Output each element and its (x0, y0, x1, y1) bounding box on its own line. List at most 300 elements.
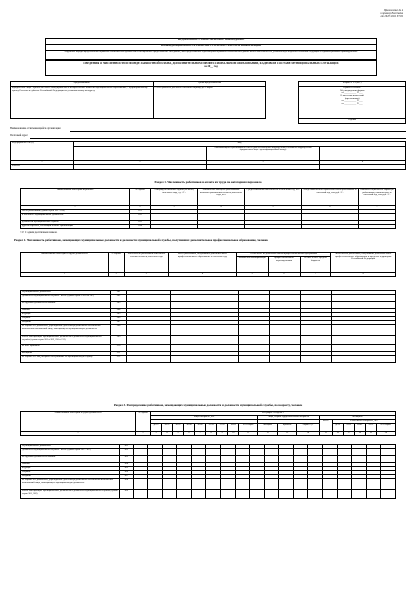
row-code: 206 (110, 317, 126, 321)
cell-input[interactable] (323, 479, 338, 490)
cell-input[interactable] (269, 295, 300, 302)
s3-age-13: до 30 (332, 424, 343, 432)
cell-input[interactable] (331, 356, 395, 363)
cell-input[interactable] (337, 456, 352, 463)
cell-input[interactable] (235, 449, 250, 456)
submission-table (10, 81, 406, 124)
s2-num-2: 2 (108, 273, 124, 277)
cell-input[interactable] (133, 449, 148, 456)
row-code: 203 (110, 302, 126, 309)
cell-input[interactable] (127, 345, 171, 352)
cell-input[interactable] (308, 490, 323, 499)
section3-title: Раздел 3. Распределение работников, замещающих муниципальные должности и должности муниципальной службы, по возрасту, человек (113, 403, 303, 407)
s2-num-4: 4 (168, 273, 236, 277)
cell-input[interactable] (269, 345, 300, 352)
s3-num-3: 3 (151, 432, 162, 436)
report-period: за 20__ год (204, 65, 218, 69)
codes-num-2: 2 (74, 161, 207, 165)
cell-input[interactable] (162, 479, 177, 490)
row-label: младшие (21, 475, 120, 479)
s1-num-3: 3 (151, 206, 198, 210)
cell-input[interactable] (206, 490, 221, 499)
s1-head-6: Выплаты социального характера работникам, начисленные за отчетный год, тыс руб <1> (359, 189, 396, 206)
cell-input[interactable] (148, 449, 163, 456)
cell-input[interactable] (127, 302, 171, 309)
cell-input[interactable] (293, 456, 308, 463)
row-code: 202 (110, 295, 126, 302)
s2-num-5: 5 (237, 273, 269, 277)
cell-input[interactable] (264, 479, 279, 490)
s3-num-7: 7 (195, 432, 206, 436)
cell-input[interactable] (293, 490, 308, 499)
section2-table (20, 252, 396, 277)
cell-input[interactable] (323, 456, 338, 463)
s3-head-women-age: в том числе в возрасте, лет (332, 420, 395, 424)
cell-input[interactable] (151, 214, 198, 221)
cell-input[interactable] (235, 456, 250, 463)
row-label: другой персонал, состоящий в штате организации (21, 225, 130, 229)
row-label: Муниципальные должности (21, 445, 120, 449)
order-line3: от __________ N ___ (341, 91, 363, 95)
annual-label: Годовая (299, 119, 406, 124)
row-code: 103 (130, 221, 151, 225)
cell-input[interactable] (221, 449, 236, 456)
section1-footnote: <1> С одним десятичным знаком. (20, 231, 58, 234)
cell-input[interactable] (366, 490, 381, 499)
cell-input[interactable] (279, 479, 294, 490)
cell-input[interactable] (170, 302, 238, 309)
s1-num-4: 4 (198, 206, 245, 210)
s3-age-15: 40-49 (354, 424, 365, 432)
s3-num-1: 1 (21, 432, 136, 436)
s3-num-5: 5 (172, 432, 183, 436)
row-label: по группам должностей: высшие (21, 302, 111, 309)
section3-table (20, 411, 396, 436)
cell-input[interactable] (177, 479, 192, 490)
section3-body (20, 444, 396, 499)
row-label: Должности муниципальной службы - всего (сумма строк 303 - 307) (21, 449, 120, 456)
row-label: из них: мужчины (21, 345, 111, 352)
cell-input[interactable] (245, 225, 302, 229)
cell-input[interactable] (366, 456, 381, 463)
cell-input[interactable] (279, 490, 294, 499)
table-row (21, 456, 396, 463)
cell-input[interactable] (148, 490, 163, 499)
cell-input[interactable] (366, 479, 381, 490)
cell-input[interactable] (170, 325, 238, 336)
s3-num-10: 10 (228, 432, 239, 436)
table-row (21, 225, 396, 229)
cell-input[interactable] (191, 479, 206, 490)
cell-input[interactable] (300, 336, 331, 345)
s1-head-5: Фонд начисленной заработной платы работникам за отчетный год, тыс руб <1> (302, 189, 359, 206)
appendix-line1: Приложение № 4 (383, 9, 403, 12)
s3-head-name: Наименование категорий и групп должностей (21, 412, 136, 432)
cell-input[interactable] (170, 295, 238, 302)
cell-input[interactable] (221, 490, 236, 499)
codes-num-4: 4 (320, 161, 406, 165)
row-code: 205 (110, 313, 126, 317)
s2-head-6: профессиональной переподготовки (268, 257, 300, 273)
s3-age-5: 50-54 (206, 424, 217, 432)
cell-input[interactable] (198, 225, 245, 229)
table-row (21, 345, 396, 352)
cell-input[interactable] (127, 295, 171, 302)
s3-age-1: 30-35 (161, 424, 172, 432)
cell-input[interactable] (352, 449, 367, 456)
row-label: Муниципальные должности (21, 291, 111, 295)
s3-head-code: N строки (136, 412, 151, 432)
s3-age-0: до 30 (151, 424, 162, 432)
s3-age-7: 60-64 (228, 424, 239, 432)
row-code: 201 (110, 291, 126, 295)
row-code: 306 (120, 471, 134, 475)
s1-head-4: Среднесписочная численность за отчетный год, чел (245, 189, 302, 206)
table-row (21, 356, 396, 363)
order-line4: О внесении изменений (340, 93, 364, 97)
cell-input[interactable] (235, 490, 250, 499)
s1-head-3: Фактически замещено работниками штатного расписания на конец отчетного года, чел (198, 189, 245, 206)
s3-num-4: 4 (161, 432, 172, 436)
cell-input[interactable] (300, 325, 331, 336)
row-code: 305 (120, 467, 134, 471)
row-code: 308 (120, 479, 134, 490)
cell-input[interactable] (269, 325, 300, 336)
row-label: старшие (21, 317, 111, 321)
cell-input[interactable] (235, 479, 250, 490)
submit-col2-head: Сроки предоставления (153, 82, 266, 87)
cell-input[interactable] (162, 456, 177, 463)
row-code: 307 (120, 475, 134, 479)
cell-input[interactable] (279, 456, 294, 463)
cell-input[interactable] (269, 336, 300, 345)
cell-input[interactable] (300, 345, 331, 352)
row-label: должности муниципальной службы (21, 221, 130, 225)
s3-num-15: 15 (319, 432, 332, 436)
cell-input[interactable] (264, 449, 279, 456)
s2-head-4: в том числе по дополнительным профессиональным программам (237, 253, 331, 257)
s3-age-10: мужчины (277, 424, 296, 432)
s2-head-5: повышения квалификации (237, 257, 269, 273)
row-code: 208 (110, 325, 126, 336)
cell-input[interactable] (162, 449, 177, 456)
cell-input[interactable] (177, 490, 192, 499)
cell-input[interactable] (381, 456, 396, 463)
s1-num-7: 7 (359, 206, 396, 210)
s3-num-13: 13 (277, 432, 296, 436)
cell-input[interactable] (177, 449, 192, 456)
cell-input[interactable] (264, 456, 279, 463)
cell-input[interactable] (250, 449, 265, 456)
s2-head-1: N строки (108, 253, 124, 273)
cell-input[interactable] (250, 456, 265, 463)
cell-input[interactable] (127, 336, 171, 345)
cell-input[interactable] (302, 225, 359, 229)
row-label: Итого замещающих муниципальные должности и должности муниципальной службы (сумма строк 301, 302) (21, 490, 120, 499)
cell-input[interactable] (239, 336, 270, 345)
s2-head-8: Численность работников, получивших дополнительное профессиональное образование в пределах территории Российской Федерации (331, 253, 396, 273)
cell-input[interactable] (239, 345, 270, 352)
codes-table (10, 141, 406, 170)
cell-input[interactable] (331, 295, 395, 302)
cell-input[interactable] (337, 490, 352, 499)
table-row (21, 214, 396, 221)
order-line1: Приказ Росстата: (343, 86, 361, 89)
cell-input[interactable] (323, 449, 338, 456)
row-label: главные (21, 463, 120, 467)
confidential-banner: КОНФИДЕНЦИАЛЬНОСТЬ ГАРАНТИРУЕТСЯ ПОЛУЧАТЕЛЕМ ИНФОРМАЦИИ (45, 44, 377, 51)
row-code: 309 (120, 490, 134, 499)
section1-table (20, 188, 396, 229)
cell-input[interactable] (381, 479, 396, 490)
s3-age-11: старше 61,5 (297, 424, 320, 432)
s2-num-7: 7 (300, 273, 331, 277)
s2-head-3: Всего работников, получивших дополнительное профессиональное образование в отчетном году (168, 253, 236, 273)
row-code: 301 (120, 445, 134, 449)
cell-input[interactable] (302, 214, 359, 221)
row-label: Итого замещающих муниципальные должности и должности муниципальной службы (сумма строк 201 и 202, 210 и 211) (21, 336, 111, 345)
cell-input[interactable] (381, 490, 396, 499)
cell-input[interactable] (331, 336, 395, 345)
cell-input[interactable] (300, 295, 331, 302)
s3-age-16: 50-59 (365, 424, 376, 432)
row-label: ведущие (21, 313, 111, 317)
row-code: 104 (130, 225, 151, 229)
federal-banner: ФЕДЕРАЛЬНОЕ СТАТИСТИЧЕСКОЕ НАБЛЮДЕНИЕ (45, 38, 377, 45)
row-code: 212 (110, 356, 126, 363)
s3-head-women: женщины (319, 416, 395, 420)
table-row (21, 490, 396, 499)
row-label: из строки 202 должности, учреждаемые для непосредственного обеспечения исполнения полномочий лица, замещающего муниципальную должность (21, 325, 111, 336)
s2-head-2: Численность работников списочного состава на конец отчетного года (124, 253, 168, 273)
appendix-line3: от 29.07.2022 N 532 (380, 14, 403, 18)
s3-head-pension: лица, старше трудоспособного возраста (258, 416, 319, 420)
cell-input[interactable] (293, 449, 308, 456)
okpo-text: отчитывающейся организации по ОКПО (для обособленного подразделения и головного подразделения юридического лица - идентификационный номер) (207, 147, 320, 161)
cell-input[interactable] (279, 449, 294, 456)
section2-title: Раздел 2. Численность работников, замещающих муниципальные должности и должности муниципальной службы, получивших дополнительное профессиональное образование, человек (14, 238, 268, 242)
cell-input[interactable] (239, 356, 270, 363)
cell-input[interactable] (133, 490, 148, 499)
row-label: старшие (21, 471, 120, 475)
s1-num-6: 6 (302, 206, 359, 210)
code-input-4[interactable] (320, 165, 406, 170)
s3-age-2: 36-39 (172, 424, 183, 432)
cell-input[interactable] (191, 456, 206, 463)
order-line6: от __________ N ___ (341, 99, 363, 103)
cell-input[interactable] (191, 449, 206, 456)
cell-input[interactable] (381, 449, 396, 456)
s2-head-0: Наименование категорий и групп должностей (21, 253, 109, 273)
cell-input[interactable] (198, 214, 245, 221)
cell-input[interactable] (221, 479, 236, 490)
cell-input[interactable] (264, 490, 279, 499)
cell-input[interactable] (250, 479, 265, 490)
order-block (299, 87, 406, 119)
s3-age-3: 40-44 (183, 424, 194, 432)
row-code: 304 (120, 463, 134, 467)
cell-input[interactable] (177, 456, 192, 463)
cell-input[interactable] (331, 345, 395, 352)
s3-head-from: Из графы 3 Раздела 2 (151, 412, 396, 416)
table-row (21, 302, 396, 309)
cell-input[interactable] (206, 456, 221, 463)
row-code: 302 (120, 449, 134, 456)
order-line7: от __________ N ___ (341, 101, 363, 105)
row-label: по группам должностей: высшие (21, 456, 120, 463)
s3-age-9: женщины (258, 424, 278, 432)
section2-body (20, 290, 396, 363)
order-line5: (при наличии) (344, 96, 360, 100)
row-label: в том числе: муниципальные должности (21, 214, 130, 221)
s3-num-19: 19 (365, 432, 376, 436)
row-label: Всего работников (сумма строк 102 - 104) (21, 210, 130, 214)
row-label: из строки 202 лиц, впервые поступивших на муниципальную службу (21, 356, 111, 363)
submit-col1-text: юридические лица - органы местного самоуправления и избирательные комиссии муниципальных образований; - территориальному органу Росстата в субъекте Российской Федерации по установленному им адресу (11, 87, 154, 119)
cell-input[interactable] (359, 225, 396, 229)
s1-head-2: Утверждено штатных единиц на конец отчетного года, ед. <1> (151, 189, 198, 206)
s3-num-18: 18 (354, 432, 365, 436)
row-label: женщины (21, 352, 111, 356)
s1-head-1: N строки (130, 189, 151, 206)
cell-input[interactable] (191, 490, 206, 499)
org-name-label: Наименование отчитывающейся организации (10, 127, 61, 130)
s3-num-2: 2 (136, 432, 151, 436)
cell-input[interactable] (300, 356, 331, 363)
s3-num-20: 20 (376, 432, 395, 436)
s1-num-5: 5 (245, 206, 302, 210)
s3-num-11: 11 (239, 432, 258, 436)
s3-head-age: лица в возрасте, лет (151, 416, 258, 420)
cell-input[interactable] (352, 456, 367, 463)
cell-input[interactable] (331, 302, 395, 309)
cell-input[interactable] (127, 325, 171, 336)
cell-input[interactable] (170, 336, 238, 345)
s3-age-12: всего (319, 420, 332, 432)
warning-banner: Нарушение порядка предоставления первичных статистических данных или несвоевременное предоставление этих данных, либо предоставление недостоверных первичных статистических данных влечет ответственность, установленную Кодексом Российской Федерации об административных правонарушениях (45, 50, 377, 60)
cell-input[interactable] (300, 302, 331, 309)
submit-col1-head: Предоставляют: (11, 82, 154, 87)
cell-input[interactable] (352, 490, 367, 499)
okud-value: 0606061 (11, 165, 74, 170)
okpo-input[interactable] (74, 165, 207, 170)
cell-input[interactable] (206, 449, 221, 456)
appendix-line2: к приказу Росстата (380, 11, 403, 15)
section1-title: Раздел 1. Численность работников и оплата их труда по категориям персонала (154, 180, 262, 184)
cell-input[interactable] (352, 479, 367, 490)
table-row (21, 479, 396, 490)
s3-num-9: 9 (217, 432, 228, 436)
s3-age-4: 45-49 (195, 424, 206, 432)
row-code: 210 (110, 345, 126, 352)
cell-input[interactable] (133, 456, 148, 463)
cell-input[interactable] (239, 302, 270, 309)
cell-input[interactable] (148, 456, 163, 463)
table-row (21, 449, 396, 456)
cell-input[interactable] (337, 449, 352, 456)
s3-age-17: 60 и старше (376, 424, 395, 432)
s2-num-3: 3 (124, 273, 168, 277)
s3-age-14: 30-39 (343, 424, 354, 432)
code-input-3[interactable] (207, 165, 320, 170)
s3-num-17: 17 (343, 432, 354, 436)
cell-input[interactable] (245, 214, 302, 221)
row-code: 204 (110, 309, 126, 313)
s3-age-8: 65 и старше (239, 424, 258, 432)
s2-num-1: 1 (21, 273, 109, 277)
report-title-box (45, 60, 377, 76)
s3-num-6: 6 (183, 432, 194, 436)
cell-input[interactable] (151, 225, 198, 229)
s2-num-6: 6 (268, 273, 300, 277)
row-label: младшие (21, 321, 111, 325)
cell-input[interactable] (239, 295, 270, 302)
cell-input[interactable] (331, 325, 395, 336)
row-code: 303 (120, 456, 134, 463)
s1-head-0: Наименование категорий персонала (21, 189, 130, 206)
cell-input[interactable] (269, 356, 300, 363)
s3-num-16: 16 (332, 432, 343, 436)
s3-num-8: 8 (206, 432, 217, 436)
row-code: 209 (110, 336, 126, 345)
row-code: 211 (110, 352, 126, 356)
cell-input[interactable] (269, 302, 300, 309)
row-label: из строки 302 должности, учреждаемые для непосредственного обеспечения исполнения полномочий лица, замещающего муниципальную должность (21, 479, 120, 490)
row-label: ведущие (21, 467, 120, 471)
row-code: 101 (130, 210, 151, 214)
order-line2: Об утверждении формы (339, 88, 365, 92)
code-label: Код (74, 142, 406, 147)
cell-input[interactable] (206, 479, 221, 490)
cell-input[interactable] (127, 356, 171, 363)
table-row (21, 325, 396, 336)
cell-input[interactable] (239, 325, 270, 336)
cell-input[interactable] (148, 479, 163, 490)
appendix-note (323, 10, 403, 19)
report-title: СВЕДЕНИЯ О ЧИСЛЕННОСТИ И ФОНДЕ ЗАРАБОТНОЙ ПЛАТЫ, ДОПОЛНИТЕЛЬНОМ ПРОФЕССИОНАЛЬНОМ ОБРАЗОВАНИИ, КАДРОВОМ СОСТАВЕ МУНИЦИПАЛЬНЫХ СЛУЖАЩИХ (83, 62, 339, 65)
s1-num-2: 2 (130, 206, 151, 210)
cell-input[interactable] (323, 490, 338, 499)
codes-num-1: 1 (11, 161, 74, 165)
row-code: 102 (130, 214, 151, 221)
row-label: Должности муниципальной службы - всего (сумма строк с 203 по 207) (21, 295, 111, 302)
cell-input[interactable] (162, 490, 177, 499)
cell-input[interactable] (308, 456, 323, 463)
codes-num-3: 3 (207, 161, 320, 165)
table-row (21, 295, 396, 302)
submit-col2-text: с 20-го рабочего дня после отчетного периода до 1 марта (153, 87, 266, 119)
cell-input[interactable] (170, 356, 238, 363)
s1-num-1: 1 (21, 206, 130, 210)
cell-input[interactable] (308, 479, 323, 490)
cell-input[interactable] (293, 479, 308, 490)
s2-head-7: из них за счет средств бюджета (300, 257, 331, 273)
org-address-label: Почтовый адрес (10, 134, 28, 137)
row-label: главные (21, 309, 111, 313)
cell-input[interactable] (359, 214, 396, 221)
cell-input[interactable] (366, 449, 381, 456)
table-row (21, 336, 396, 345)
cell-input[interactable] (170, 345, 238, 352)
cell-input[interactable] (221, 456, 236, 463)
cell-input[interactable] (133, 479, 148, 490)
okud-label: Код формы по ОКУД (11, 142, 74, 161)
cell-input[interactable] (308, 449, 323, 456)
cell-input[interactable] (250, 490, 265, 499)
form-number: Форма N 1-Т(МС) (299, 82, 406, 87)
s3-num-14: 14 (297, 432, 320, 436)
cell-input[interactable] (337, 479, 352, 490)
